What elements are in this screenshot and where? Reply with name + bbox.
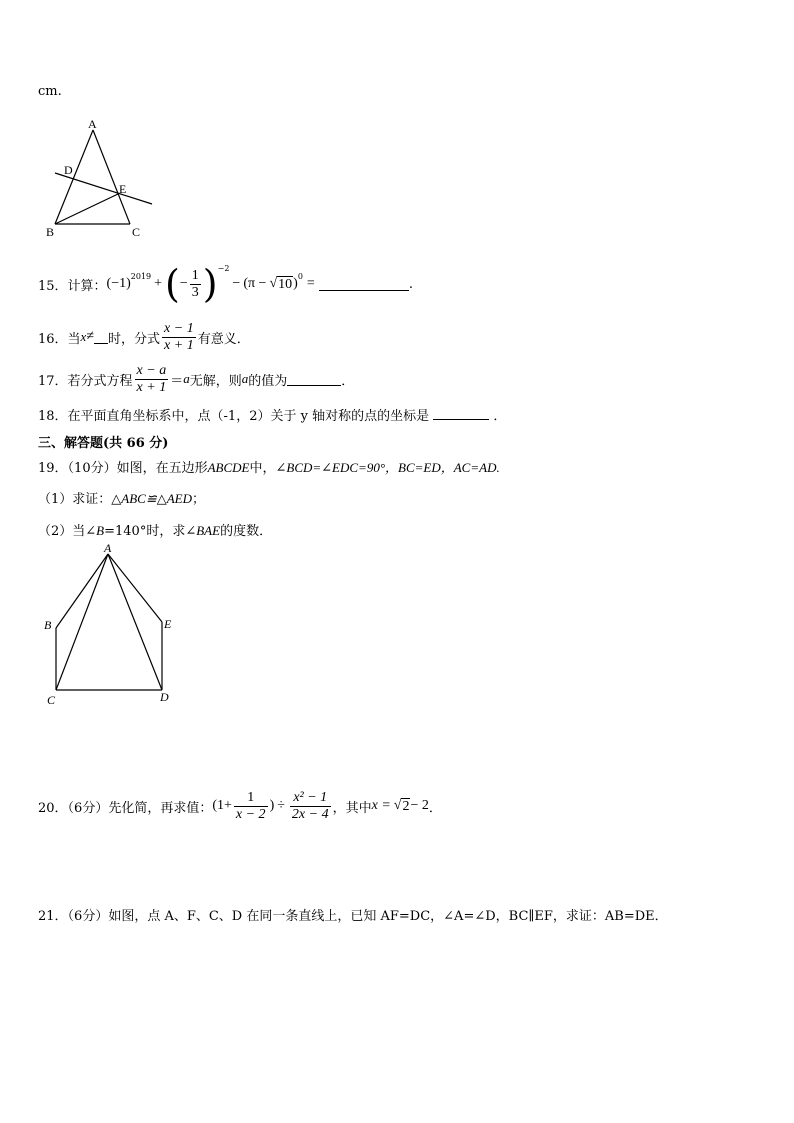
q15-exp-0: 0 bbox=[297, 271, 303, 281]
q16-suffix: 有意义． bbox=[197, 331, 250, 347]
q20-frac2-den: 2x − 4 bbox=[291, 806, 329, 822]
q16-neq: ≠ bbox=[86, 329, 95, 344]
q20-tail: − 2 bbox=[410, 798, 429, 813]
question-18 bbox=[38, 405, 506, 424]
q15-frac-num: 1 bbox=[191, 267, 199, 283]
q15-frac-den: 3 bbox=[191, 284, 199, 300]
q20-sqrt-value: 2 bbox=[402, 798, 410, 814]
q15-minus: − bbox=[232, 276, 241, 291]
q18-end: ． bbox=[493, 409, 507, 424]
q15-pi-open: (π − bbox=[243, 276, 267, 291]
question-16 bbox=[38, 318, 250, 356]
q20-fraction-2 bbox=[290, 790, 331, 823]
label-d: D bbox=[160, 690, 169, 704]
q20-div: ÷ bbox=[277, 798, 285, 813]
q15-neg-one: (−1) bbox=[106, 276, 131, 291]
q19-part1-end: ； bbox=[192, 492, 206, 507]
q19-part2-prefix: （2）当 bbox=[38, 524, 86, 539]
q15-fraction bbox=[190, 268, 201, 301]
label-c: C bbox=[47, 693, 56, 707]
q16-answer-blank[interactable] bbox=[94, 331, 108, 344]
q17-frac-num: x − a bbox=[136, 362, 167, 378]
question-15: 15．计算： (−1) 2019 + ( − $\frac{1}{3}$ ) −2 − (π − √ 10 ) 0 = . bbox=[38, 262, 413, 306]
q15-answer-blank[interactable] bbox=[319, 278, 409, 291]
q20-frac2-num: x² − 1 bbox=[290, 790, 331, 807]
q16-frac-num: x − 1 bbox=[164, 320, 194, 336]
triangle-figure bbox=[40, 118, 160, 240]
segment-be bbox=[55, 194, 118, 224]
q16-frac-den: x + 1 bbox=[164, 337, 194, 353]
q20-xeq: x = bbox=[371, 798, 391, 813]
q19-prefix: 19．（10分）如图，在五边形 bbox=[38, 461, 208, 476]
segment-ac bbox=[93, 130, 130, 224]
q20-end: ． bbox=[428, 800, 442, 816]
label-a: A bbox=[88, 118, 97, 131]
q16-prefix: 16．当 bbox=[38, 331, 81, 347]
segment-ea bbox=[108, 554, 162, 622]
segment-ac bbox=[56, 554, 108, 690]
label-e: E bbox=[119, 182, 127, 196]
q20-fraction-1 bbox=[234, 790, 268, 823]
question-20: 20．（6分）先化简，再求值： (1+ $\frac{1}{x - 2}$ ) ÷ $\frac{\text{x² − 1}}{2x - 4}$ ，其中 x = √ 2 − 2 ． bbox=[38, 789, 442, 822]
q16-mid: 时，分式 bbox=[108, 331, 161, 347]
q19-pentagon: ABCDE bbox=[207, 460, 250, 475]
q19-part2-end: 的度数． bbox=[220, 524, 273, 539]
q20-frac1-num: 1 bbox=[234, 790, 268, 807]
q17-prefix: 17．若分式方程 bbox=[38, 373, 133, 389]
q16-var: x bbox=[80, 329, 87, 344]
q19-part2-angle: ∠B bbox=[85, 523, 105, 538]
label-a: A bbox=[104, 541, 112, 555]
segment-ab bbox=[55, 130, 93, 224]
q17-eq: ＝ bbox=[170, 373, 184, 389]
q19-mid: 中， bbox=[249, 461, 276, 476]
q17-answer-blank[interactable] bbox=[287, 373, 341, 386]
label-e: E bbox=[164, 617, 172, 631]
q15-prefix: 15．计算： bbox=[38, 278, 107, 294]
section-title: 三、解答题(共 66 分) bbox=[38, 436, 169, 451]
question-17 bbox=[38, 360, 354, 398]
q18-answer-blank[interactable] bbox=[433, 407, 489, 420]
unit-text: cm. bbox=[38, 84, 62, 99]
q20-mid: ，其中 bbox=[332, 800, 372, 816]
q17-a: a bbox=[183, 371, 190, 386]
q15-sqrt-value: 10 bbox=[278, 276, 293, 292]
q19-part1-math: △ABC≌△AED bbox=[111, 491, 192, 506]
q17-a2: a bbox=[241, 371, 249, 386]
q15-equals: = bbox=[306, 276, 315, 291]
q17-mid: 无解，则 bbox=[189, 373, 242, 389]
q17-frac-den: x + 1 bbox=[136, 379, 167, 395]
q17-suffix: 的值为 bbox=[248, 373, 288, 389]
q19-part1-prefix: （1）求证： bbox=[38, 492, 112, 507]
q17-end: ． bbox=[341, 373, 355, 389]
q15-exp-2019: 2019 bbox=[130, 271, 152, 281]
label-b: B bbox=[46, 225, 55, 239]
label-c: C bbox=[132, 225, 141, 239]
q20-close: ) bbox=[269, 798, 275, 813]
question-19 bbox=[38, 457, 500, 476]
pentagon-figure bbox=[40, 540, 190, 712]
label-b: B bbox=[44, 618, 52, 632]
label-d: D bbox=[64, 163, 73, 177]
q15-plus: + bbox=[154, 276, 163, 291]
segment-ab bbox=[56, 554, 108, 628]
q19-part-1 bbox=[38, 488, 205, 507]
q20-prefix: 20．（6分）先化简，再求值： bbox=[38, 800, 213, 816]
q15-end: . bbox=[408, 276, 413, 292]
q21-text: 21．（6分）如图，点 A、F、C、D 在同一条直线上，已知 AF=DC，∠A=∠D，BC∥EF，求证：AB=DE． bbox=[38, 909, 668, 924]
q15-exp-neg2: −2 bbox=[217, 263, 230, 273]
q19-part2-mid: =140°时，求 bbox=[104, 524, 186, 539]
q19-part-2 bbox=[38, 520, 272, 539]
q18-text: 18．在平面直角坐标系中，点（-1，2）关于 y 轴对称的点的坐标是 bbox=[38, 409, 430, 424]
q19-conditions: ∠BCD=∠EDC=90°，BC=ED，AC=AD. bbox=[275, 460, 500, 475]
q15-close-paren: ) bbox=[293, 276, 298, 291]
segment-ad bbox=[108, 554, 162, 690]
q20-frac1-den: x − 2 bbox=[235, 806, 266, 822]
q20-open: (1+ bbox=[212, 798, 232, 813]
q17-fraction bbox=[135, 363, 169, 396]
q16-fraction bbox=[162, 321, 196, 354]
q15-minus-sign: − bbox=[179, 276, 188, 291]
q19-part2-angle2: ∠BAE bbox=[185, 523, 221, 538]
question-21 bbox=[38, 905, 668, 924]
